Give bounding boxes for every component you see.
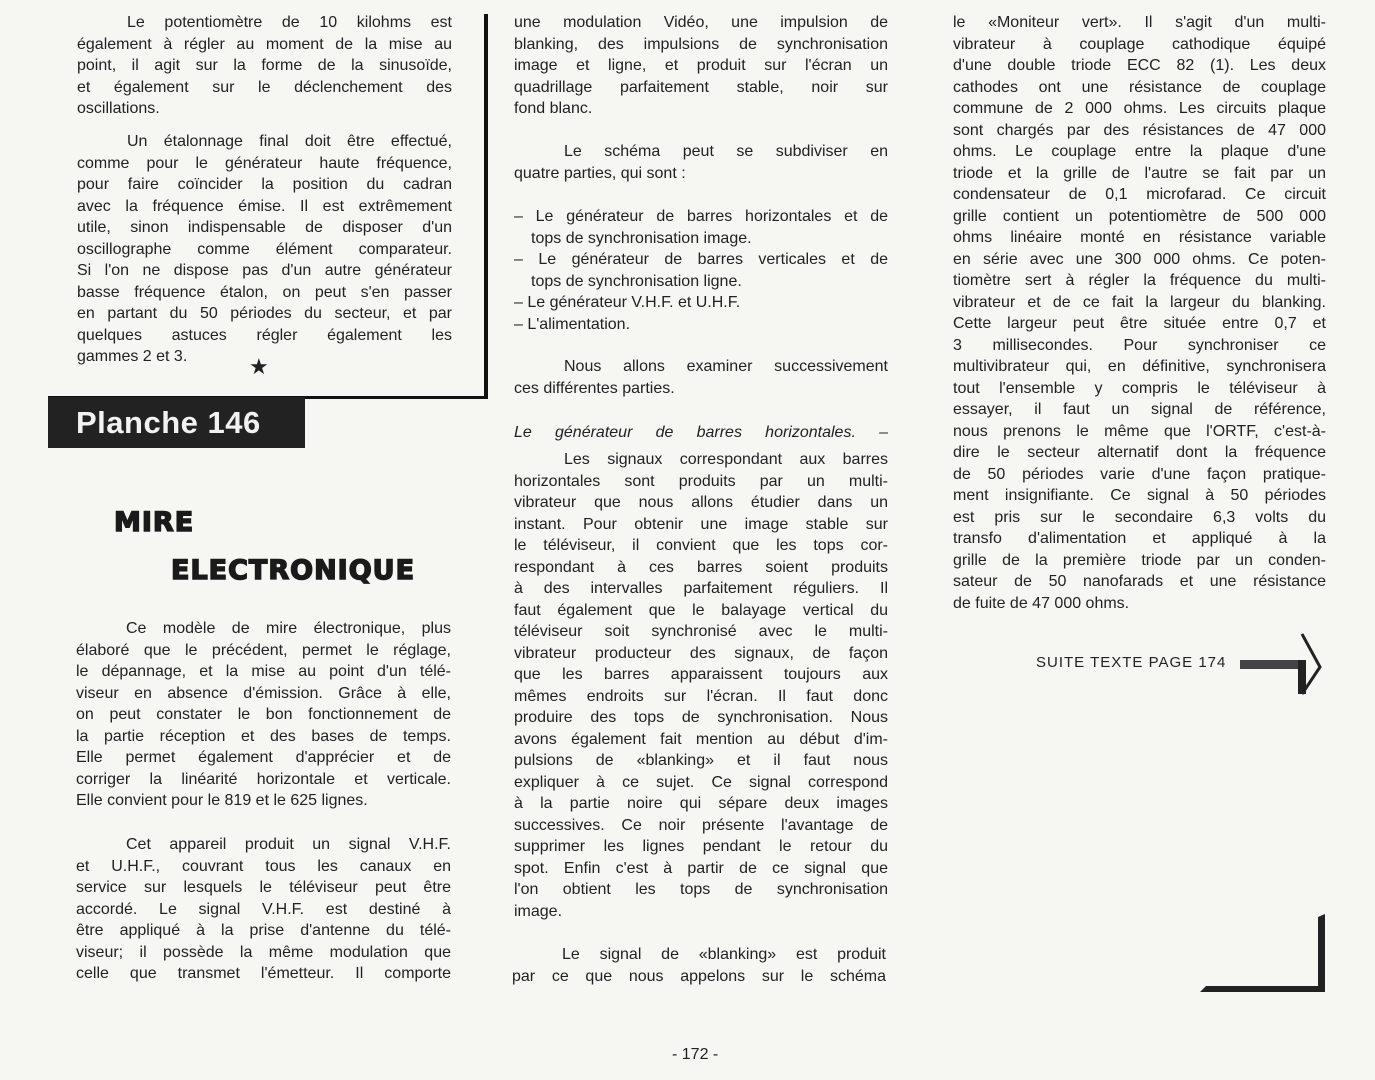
text-line: on peut constater le bon fonctionnement de [76,706,451,723]
text-line: le téléviseur, il convient que les tops cor- [514,537,888,554]
text-line: le «Moniteur vert». Il s'agit d'un multi- [953,14,1326,31]
text-line: basse fréquence étalon, on peut s'en passer [77,283,452,301]
text-line: viseur; il possède la même modulation que [76,943,451,961]
text-line: à des intervalles parfaitement réguliers. Il [514,580,888,597]
text-line: pulsions de «blanking» et il faut nous [514,752,888,769]
text-line: corriger la linéarité horizontale et verticale. [76,770,451,788]
text-line: ces différentes parties. [514,379,675,397]
text-line: Cette largeur peut être située entre 0,7 et [953,315,1326,332]
text-line: multivibrateur qui, en définitive, synchronisera [953,358,1326,375]
text-line: mêmes endroits sur l'écran. Il faut donc [514,687,888,705]
text-line: 3 millisecondes. Pour synchroniser ce [953,336,1326,354]
text-line: spot. Enfin c'est à partir de ce signal que [514,859,888,877]
section-heading [514,422,888,444]
text-line: en série avec une 300 000 ohms. Ce poten- [953,250,1326,268]
text-line: dire le secteur alternatif dont la fréquence [953,444,1326,461]
text-line: Le schéma peut se subdiviser en [564,143,888,160]
text-line: ohms linéaire monté en résistance variable [953,229,1326,246]
text-line: condensateur de 0,1 microfarad. Ce circuit [953,186,1326,203]
text-line: – Le générateur de barres verticales et de [514,251,888,268]
plate-title: Planche 146 [48,397,305,448]
text-line: et U.H.F., couvrant tous les canaux en [76,857,451,875]
text-line: comme pour le générateur haute fréquence, [77,154,452,172]
text-line: – Le générateur de barres horizontales et de [514,208,888,225]
text-line: également à régler au moment de la mise au [77,35,452,53]
text-line: oscillations. [77,100,160,117]
text-line: quatre parties, qui sont : [514,164,686,182]
text-line: est pris sur le secondaire 6,3 volts du [953,508,1326,526]
text-line: Un étalonnage final doit être effectué, [127,133,452,150]
text-line: cathodes ont une résistance de couplage [953,78,1326,96]
text-line: point, il agit sur la forme de la sinusoïde, [77,57,452,74]
text-line: Ce modèle de mire électronique, plus [126,620,451,637]
text-line: gammes 2 et 3. [77,348,188,365]
text-line: pour faire coïncider la position du cadran [77,176,452,193]
paragraph [77,131,452,368]
text-line: par ce que nous appelons sur le schéma [512,967,886,985]
text-line: supprimer les lignes pendant le retour du [514,838,888,855]
text-line: tops de synchronisation image. [531,229,752,247]
text-line: Le potentiomètre de 10 kilohms est [127,14,452,31]
text-line: service sur lesquels le téléviseur peut être [76,879,451,896]
text-line: image. [514,902,563,920]
text-line: essayer, il faut un signal de référence, [953,401,1326,418]
text-line: sateur de 50 nanofarads et une résistance [953,573,1326,590]
text-line: vibrateur producteur des signaux, de façon [514,644,888,662]
text-line: en partant du 50 périodes du secteur, et par [77,305,452,322]
paragraph [76,834,451,985]
text-line: Elle convient pour le 819 et le 625 lignes. [76,792,368,809]
text-line: une modulation Vidéo, une impulsion de [514,14,888,31]
text-line: vibrateur que nous allons étudier dans un [514,494,888,511]
text-line: à la partie noire qui sépare deux images [514,795,888,812]
text-line: – L'alimentation. [514,315,631,333]
text-line: être appliqué à la prise d'antenne du télé- [76,922,451,939]
text-line: Nous allons examiner successivement [564,358,888,375]
text-line: ohms. Le couplage entre la plaque d'une [953,143,1326,160]
text-line: vibrateur et de ce fait la largeur du blanking. [953,293,1326,311]
text-line: blanking, des impulsions de synchronisation [514,35,888,53]
text-line: fond blanc. [514,100,593,117]
text-line: élaboré que le précédent, permet le réglage, [76,641,451,659]
parts-list [514,206,888,335]
paragraph [953,12,1326,614]
paragraph [76,618,451,812]
corner-bracket-icon [1198,912,1328,994]
text-line: successives. Ce noir présente l'avantage de [514,816,888,834]
text-line: et également sur le déclenchement des [77,78,452,96]
text-line: quelques astuces régler également les [77,326,452,344]
text-line: faut également que le balayage vertical du [514,601,888,619]
text-line: Elle permet également d'apprécier et de [76,749,451,766]
text-line: de fuite de 47 000 ohms. [953,594,1130,612]
text-line: tout l'ensemble y compris le téléviseur à [953,379,1326,397]
continuation-arrow-icon [1240,632,1325,702]
text-line: grille de la première triode par un conden- [953,551,1326,569]
page-number: - 172 - [672,1046,719,1063]
text-line: tops de synchronisation ligne. [531,272,742,290]
text-line: accordé. Le signal V.H.F. est destiné à [76,900,451,918]
paragraph [514,141,888,184]
text-line: image et ligne, et produit sur l'écran un [514,57,888,74]
text-line: Si l'on ne dispose pas d'un autre générateur [77,262,452,279]
text-line: d'une double triode ECC 82 (1). Les deux [953,57,1326,74]
text-line: expliquer à ce sujet. Ce signal correspond [514,773,888,791]
text-line: téléviseur soit synchronisé avec le multi- [514,623,888,640]
column-rule-vertical [484,14,488,398]
text-line: viseur en absence d'émission. Grâce à elle, [76,684,451,702]
text-line: triode et la grille de l'autre se fait par un [953,164,1326,182]
text-line: Cet appareil produit un signal V.H.F. [126,836,451,853]
text-line: utile, sinon indispensable de disposer d'un [77,219,452,236]
text-line: que les barres apparaissent toujours aux [514,666,888,683]
headline-line2: ELECTRONIQUE [171,555,416,586]
text-line: respondant à ces barres soient produits [514,558,888,576]
text-line: de 50 périodes varie d'une façon pratique- [953,465,1326,483]
text-line: Le signal de «blanking» est produit [562,946,886,963]
star-ornament: ★ [249,354,269,379]
paragraph [512,944,886,987]
text-line: avec la fréquence émise. Il est extrêmement [77,197,452,215]
text-line: Les signaux correspondant aux barres [564,451,888,468]
text-line: instant. Pour obtenir une image stable sur [514,515,888,533]
paragraph [514,356,888,399]
text-line: sont chargés par des résistances de 47 000 [953,121,1326,139]
continuation-note: SUITE TEXTE PAGE 174 [1036,654,1227,671]
text-line: horizontales sont produits par un multi- [514,472,888,490]
text-line: avons également fait mention au début d'im- [514,730,888,748]
text-line: l'on obtient les tops de synchronisation [514,881,888,898]
paragraph [514,12,888,120]
text-line: commune de 2 000 ohms. Les circuits plaque [953,100,1326,117]
text-line: produire des tops de synchronisation. Nous [514,709,888,726]
text-line: vibrateur à couplage cathodique équipé [953,35,1326,53]
text-line: – Le générateur V.H.F. et U.H.F. [514,294,741,311]
text-line: tiomètre sert à régler la fréquence du multi- [953,272,1326,289]
text-line: celle que transmet l'émetteur. Il comporte [76,965,451,982]
text-line: nous prenons le même que l'ORTF, c'est-à- [953,422,1326,440]
text-line: oscillographe comme élément comparateur. [77,240,452,258]
text-line: le dépannage, et la mise au point d'un télé- [76,663,451,680]
text-line: Le générateur de barres horizontales. – [514,424,888,441]
paragraph [77,12,452,120]
text-line: ment insignifiante. Ce signal à 50 périodes [953,487,1326,504]
text-line: transfo d'alimentation et appliqué à la [953,530,1326,547]
text-line: la partie réception et des bases de temps. [76,727,451,745]
paragraph [514,449,888,922]
text-line: quadrillage parfaitement stable, noir sur [514,78,888,96]
headline-line1: MIRE [114,507,195,538]
text-line: grille contient un potentiomètre de 500 000 [953,207,1326,225]
